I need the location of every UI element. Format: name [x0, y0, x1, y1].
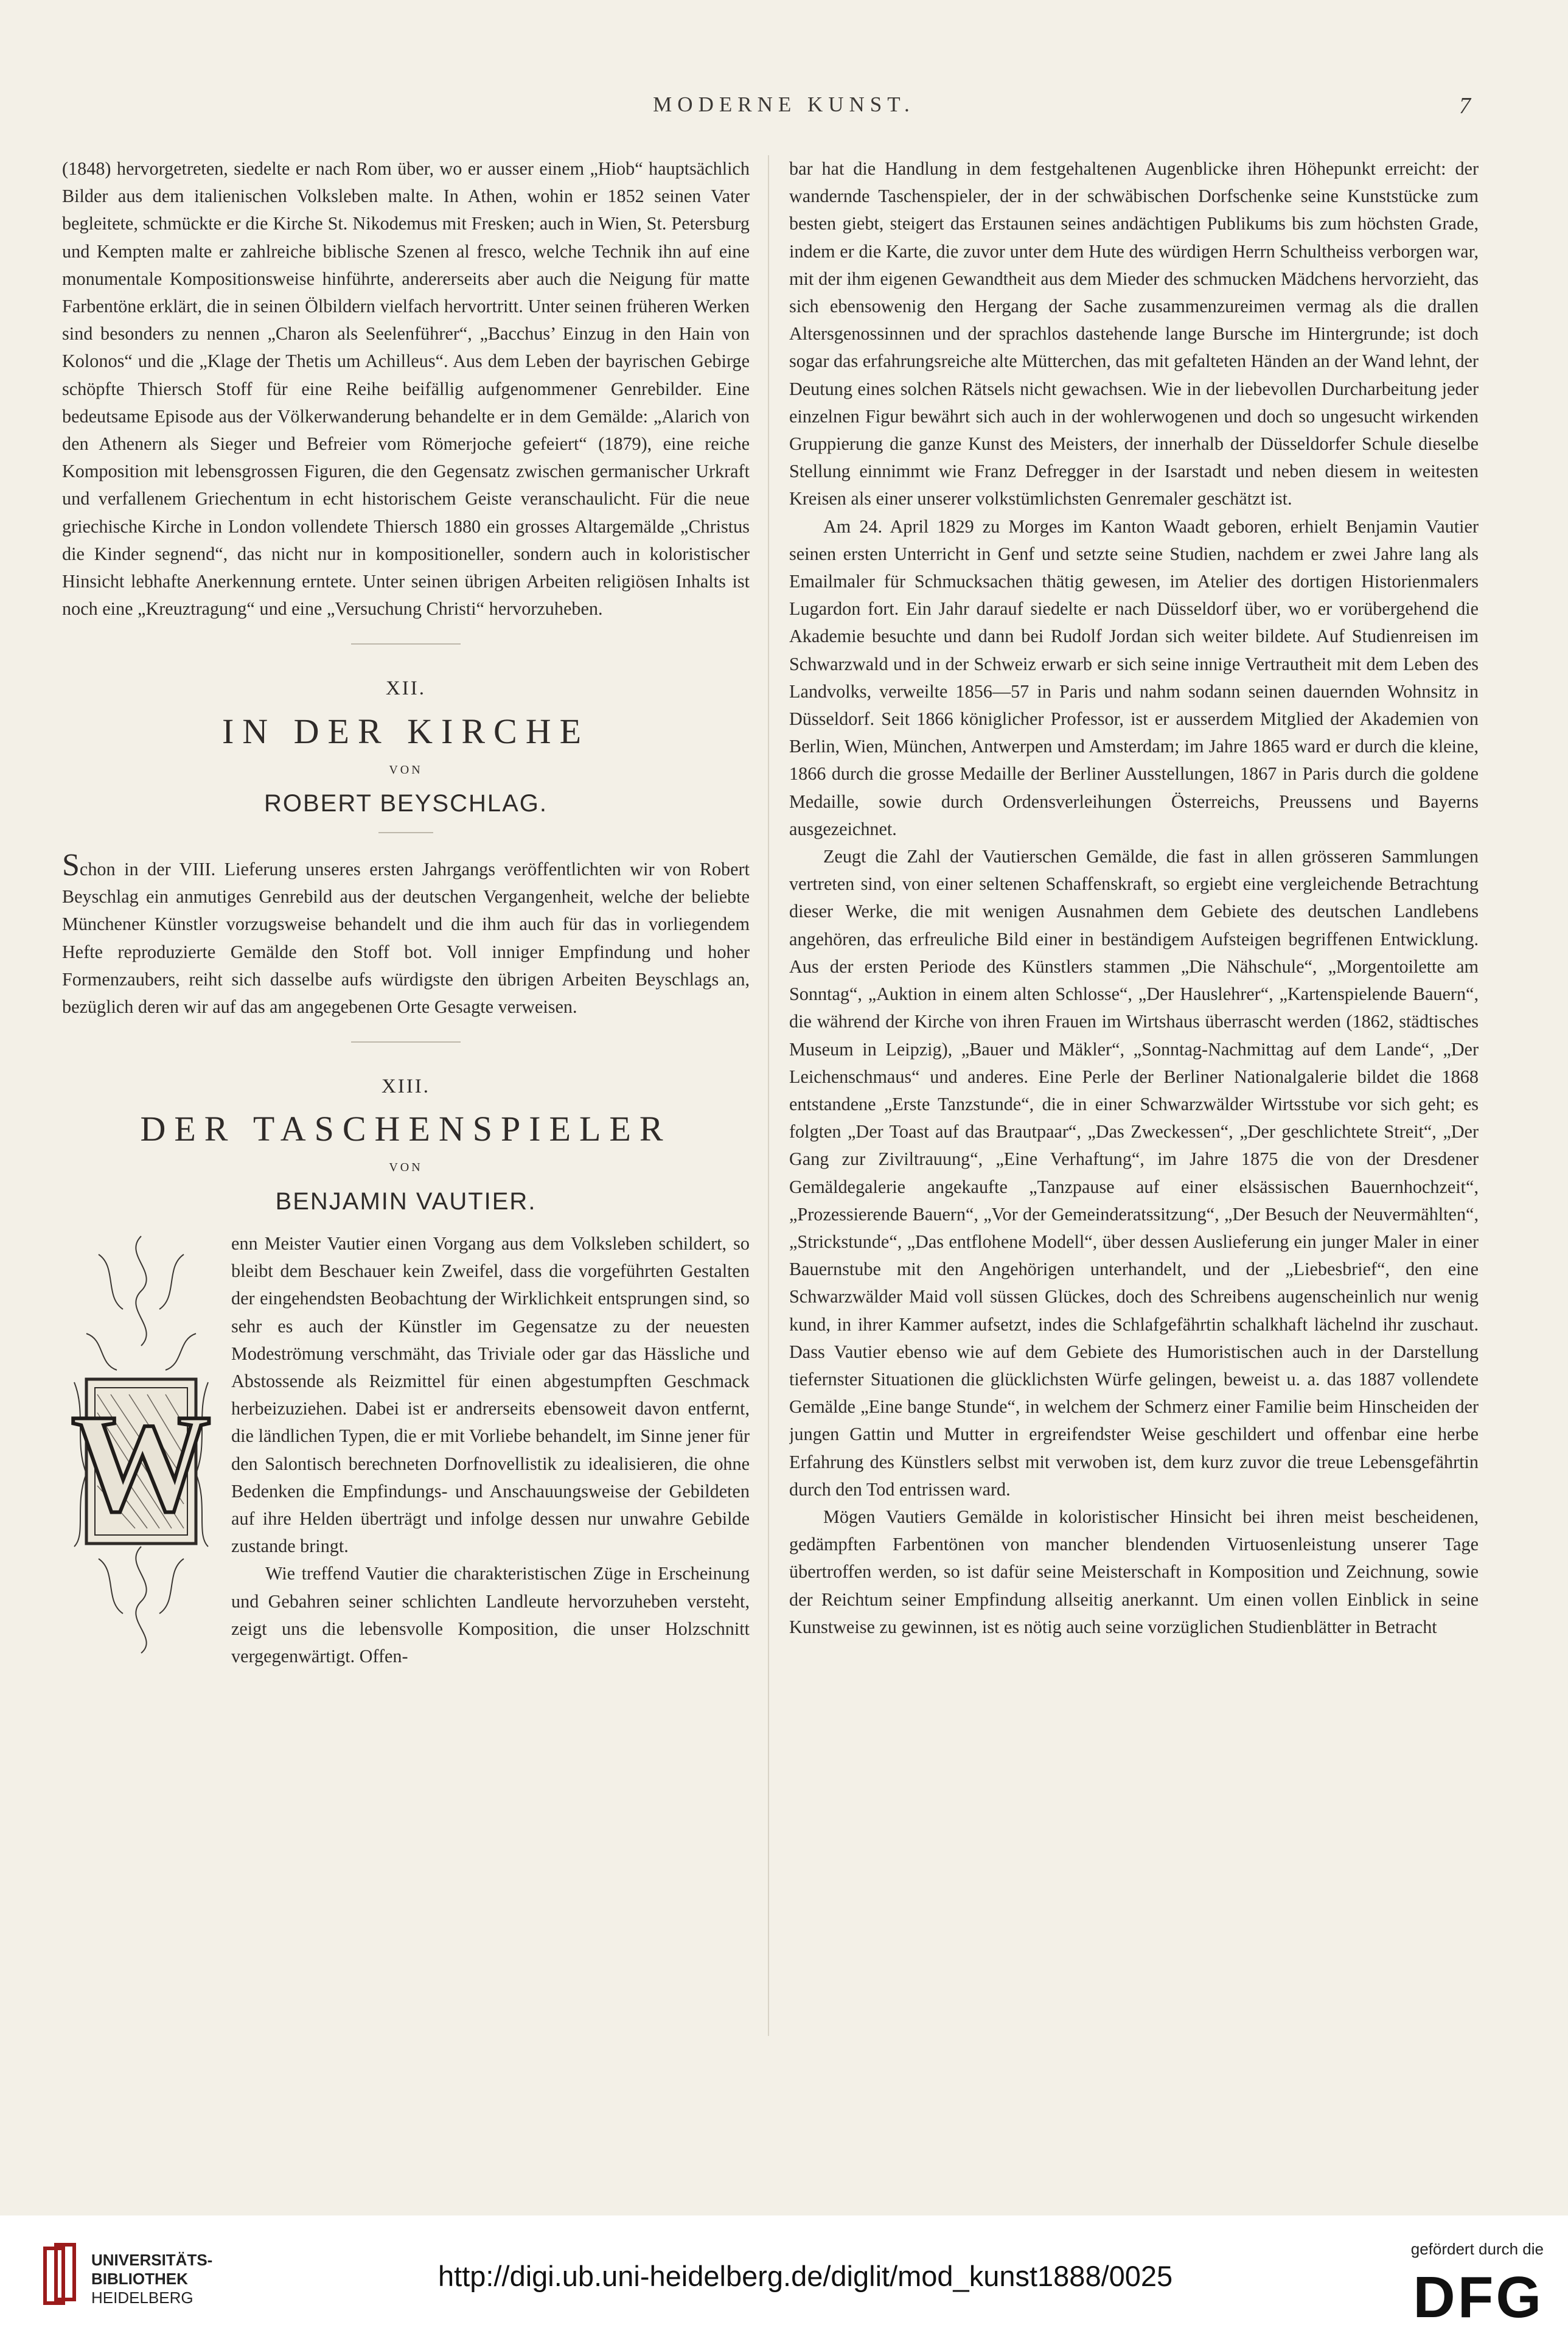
permalink-url[interactable]: http://digi.ub.uni-heidelberg.de/diglit/mod_kunst1888/0025	[438, 2260, 1173, 2292]
section-13-author: BENJAMIN VAUTIER.	[275, 1187, 537, 1215]
funded-by-label: gefördert durch die	[1410, 2240, 1544, 2258]
right-paragraph-2: Am 24. April 1829 zu Morges im Kanton Waadt geboren, erhielt Benjamin Vautier seinen ersten Unterricht in Genf und setzte seine Studien, nachdem er zwei Jahre lang als Emailmaler für Schmucksachen thätig gewesen, im Atelier des dortigen Historienmalers Lugardon fort. Ein Jahr darauf siedelte er nach Düsseldorf über, wo er vorübergehend die Akademie besuchte und dann bei Rudolf Jordan sich weiter bildete. Auf Studienreisen im Schwarzwald und in der Schweiz erwarb er sich seine innige Vertrautheit mit dem Leben des Landvolks, verweilte 1856—57 in Paris und nahm sodann seinen dauernden Wohnsitz in Düsseldorf. Seit 1866 königlicher Professor, ist er ausserdem Mitglied der Akademien von Berlin, Wien, München, Antwerpen und Amsterdam; im Jahre 1865 ward er durch die kleine, 1866 durch die grosse Medaille der Berliner Ausstellungen, 1867 in Paris durch die goldene Medaille, sowie durch Ordensverleihungen Österreichs, Preussens und Bayerns ausgezeichnet.	[789, 516, 1479, 839]
initial-w-glyph: W	[71, 1385, 211, 1540]
section-divider	[351, 643, 461, 645]
section-13-title: DER TASCHENSPIELER	[140, 1109, 672, 1149]
right-paragraph-1: bar hat die Handlung in dem festgehaltenen Augenblicke ihren Höhepunkt erreicht: der wandernde Taschenspieler, der in der schwäbischen Dorfschenke seine Kunststücke zum besten giebt, steigert das Erstaunen seines andächtigen Publikums bis zum höchsten Grade, indem er die Karte, die zuvor unter dem Hute des würdigen Herrn Schultheiss verborgen war, mit der ihm eigenen Gewandtheit aus dem Mieder des schmucken Mädchens hervorzieht, das sich ebensowenig den Hergang der Sache zusammenzureimen vermag als die drallen Altersgenossinnen und der sprachlos dastehende lange Bursche im Hintergrunde; ist doch sogar das erfahrungsreiche alte Mütterchen, das mit gefalteten Händen an der Wand lehnt, der Deutung eines solchen Rätsels nicht gewachsen. Wie in der liebevollen Durcharbeitung jeder einzelnen Figur bewährt sich auch in der wohlerwogenen und doch so ungesucht wirkenden Gruppierung die ganze Kunst des Meisters, der innerhalb der Düsseldorfer Schule dieselbe Stellung einnimmt wie Franz Defregger in der Isarstadt und neben diesem in weitesten Kreisen als einer unserer volkstümlichsten Genremaler geschätzt ist.	[789, 158, 1479, 509]
left-column	[62, 155, 750, 2036]
section-13-text-1: enn Meister Vautier einen Vorgang aus dem Volksleben schildert, so bleibt dem Beschauer kein Zweifel, dass die vorgeführten Gestalten der eingehendsten Beobachtung der Wirklichkeit entsprungen sind, so sehr es auch der Künstler im Gegensatze zu der neuesten Modeströmung verschmäht, das Triviale oder gar das Hässliche und Abstossende als Reizmittel für einen abgestumpften Geschmack herbeizuziehen. Dabei ist er andrerseits ebensoweit davon entfernt, die ländlichen Typen, die er mit Vorliebe behandelt, im Sinne jener für den Salontisch berechneten Dorfnovellistik zu idealisieren, die ohne Bedenken die Empfindungs- und Anschauungsweise der Gebildeten auf ihre Helden überträgt und infolge dessen nur unwahre Gebilde zustande bringt.	[231, 1233, 750, 1557]
section-divider	[351, 1041, 461, 1043]
library-line-1: UNIVERSITÄTS-	[91, 2251, 213, 2269]
section-13-number: XIII.	[381, 1075, 431, 1098]
right-paragraph-3: Zeugt die Zahl der Vautierschen Gemälde, die fast in allen grösseren Sammlungen vertreten sind, von einer seltenen Schaffenskraft, so ergiebt eine vergleichende Betrachtung dieser Werke, die mit wenigen Ausnahmen dem Gebiete des deutschen Landlebens angehören, das erfreuliche Bild einer in beständigem Aufsteigen begriffenen Entwicklung. Aus der ersten Periode des Künstlers stammen „Die Nähschule“, „Morgentoilette am Sonntag“, „Auktion in einem alten Schlosse“, „Der Hauslehrer“, „Kartenspielende Bauern“, die während der Kirche von ihren Frauen im Wirtshaus überrascht werden (1862, städtisches Museum in Leipzig), „Bauer und Mäkler“, „Sonntag-Nachmittag auf dem Lande“, „Der Leichenschmaus“ und anderes. Eine Perle der Berliner Nationalgalerie bildet die 1868 entstandene „Erste Tanzstunde“, die in einer Schwarzwälder Wirtsstube vor sich geht; es folgten „Der Toast auf das Brautpaar“, „Das Zweckessen“, „Der geschlichtete Streit“, „Der Gang zur Ziviltrauung“, „Eine Verhaftung“, im Jahre 1875 die von der Dresdener Gemäldegalerie angekaufte „Tanzpause auf einer elsässischen Bauernhochzeit“, „Prozessierende Bauern“, „Vor der Gemeinderatssitzung“, „Der Besuch der Neuvermählten“, „Strickstunde“, „Das entflohene Modell“, über dessen Auslieferung ein junger Maler in einer Bauernstube mit den Angehörigen unterhandelt, und der „Liebesbrief“, den eine Schwarzwälder Maid voll süssen Glückes, doch des Schreibens augenscheinlich nur wenig kund, in ihrer Kammer aufsetzt, indes die Schlafgefährtin schalkhaft lächelnd ihr zuschaut. Dass Vautier ebenso wie auf dem Gebiete des Humoristischen auch in der Darstellung tiefernster Situationen die glücklichsten Würfe gelingen, beweist u. a. das 1887 vollendete Gemälde „Eine bange Stunde“, in welchem der Schmerz einer Familie beim Hinscheiden der jungen Gattin und Mutter in ergreifendster Weise geschildert und offenbar eine herbe Erfahrung des Künstlers selbst mit verwoben ist, dem kurz zuvor die treue Lebensgefährtin durch den Tod entrissen ward.	[789, 846, 1479, 1500]
section-12-von: VON	[389, 763, 423, 777]
section-12-initial: S	[62, 848, 80, 883]
section-12-author: ROBERT BEYSCHLAG.	[264, 789, 548, 817]
right-paragraph-4: Mögen Vautiers Gemälde in koloristischer Hinsicht bei ihren meist bescheidenen, gedämpften Farbentönen von mancher blendenden Virtuosenleistung unserer Tage übertroffen werden, so ist dafür seine Meisterschaft in Komposition und Zeichnung, sowie der Reichtum seiner Empfindung allseitig anerkannt. Um einen vollen Einblick in seine Kunstweise zu gewinnen, ist es nötig auch seine vorzüglichen Studienblätter in Betracht	[789, 1506, 1479, 1637]
section-12-title: IN DER KIRCHE	[221, 711, 590, 751]
right-column	[789, 155, 1479, 2036]
section-13-von: VON	[389, 1161, 423, 1175]
column-rule	[768, 155, 769, 2036]
library-name	[91, 2251, 212, 2307]
viewer-footer	[0, 2215, 1568, 2336]
section-12-body: chon in der VIII. Lieferung unseres ersten Jahrgangs veröffentlichten wir von Robert Beyschlag ein anmutiges Genrebild aus der deutschen Vergangenheit, welche der beliebte Münchener Künstler vorzugsweise behandelt und die ihm auch für das in vorliegendem Hefte reproduzierte Gemälde den Stoff bot. Voll inniger Empfindung und hoher Formenzaubers, reiht sich dasselbe aufs würdigste den übrigen Arbeiten Beyschlags an, bezüglich deren wir auf das am angegebenen Orte Gesagte verweisen.	[62, 859, 750, 1018]
decorated-initial	[62, 1230, 220, 1656]
intro-paragraph: (1848) hervorgetreten, siedelte er nach Rom über, wo er ausser einem „Hiob“ hauptsächlich Bilder aus dem italienischen Volksleben malte. In Athen, wohin er 1852 seinen Vater begleitete, schmückte er die Kirche St. Nikodemus mit Fresken; auch in Wien, St. Petersburg und Kempten malte er zahlreiche biblische Szenen al fresco, welche Technik ihn auf eine monumentale Kompositionsweise hinführte, andererseits aber auch die Neigung für matte Farbentöne erklärt, die in seinen Ölbildern vielfach hervortritt. Unter seinen früheren Werken sind besonders zu nennen „Charon als Seelenführer“, „Bacchus’ Einzug in den Hain von Kolonos“ und die „Klage der Thetis um Achilleus“. Aus dem Leben der bayrischen Gebirge schöpfte Thiersch Stoff für eine Reihe beifällig aufgenommener Genrebilder. Eine bedeutsame Episode aus der Völkerwanderung behandelte er in dem Gemälde: „Alarich von den Athenern als Sieger und Befreier vom Römerjoche gefeiert“ (1879), eine reiche Komposition mit lebensgrossen Figuren, die den Gegensatz zwischen germanischer Urkraft und verfallenem Griechentum in echt historischem Geiste veranschaulicht. Für die neue griechische Kirche in London vollendete Thiersch 1880 ein grosses Altargemälde „Christus die Kinder segnend“, das nicht nur in kompositioneller, sondern auch in koloristischer Hinsicht lebhafte Anerkennung erntete. Unter seinen übrigen Arbeiten religiösen Inhalts ist noch eine „Kreuztragung“ und eine „Versuchung Christi“ hervorzuheben.	[62, 158, 750, 620]
library-line-3: HEIDELBERG	[91, 2289, 193, 2307]
section-12-text	[62, 848, 750, 1021]
running-title: MODERNE KUNST.	[653, 93, 915, 116]
page-number: 7	[1459, 93, 1471, 119]
dfg-logo: DFG	[1413, 2265, 1544, 2330]
section-13-text-2: Wie treffend Vautier die charakteristischen Züge in Erscheinung und Gebahren seiner schlichten Landleute hervorzuheben versteht, zeigt uns die lebensvolle Komposition, die unser Holzschnitt vergegenwärtigt. Offen-	[231, 1563, 750, 1666]
author-divider	[378, 832, 433, 833]
ornament-icon	[62, 1230, 220, 1656]
section-12-number: XII.	[385, 677, 427, 700]
library-line-2: BIBLIOTHEK	[91, 2270, 188, 2288]
library-logo-icon	[43, 2242, 79, 2309]
